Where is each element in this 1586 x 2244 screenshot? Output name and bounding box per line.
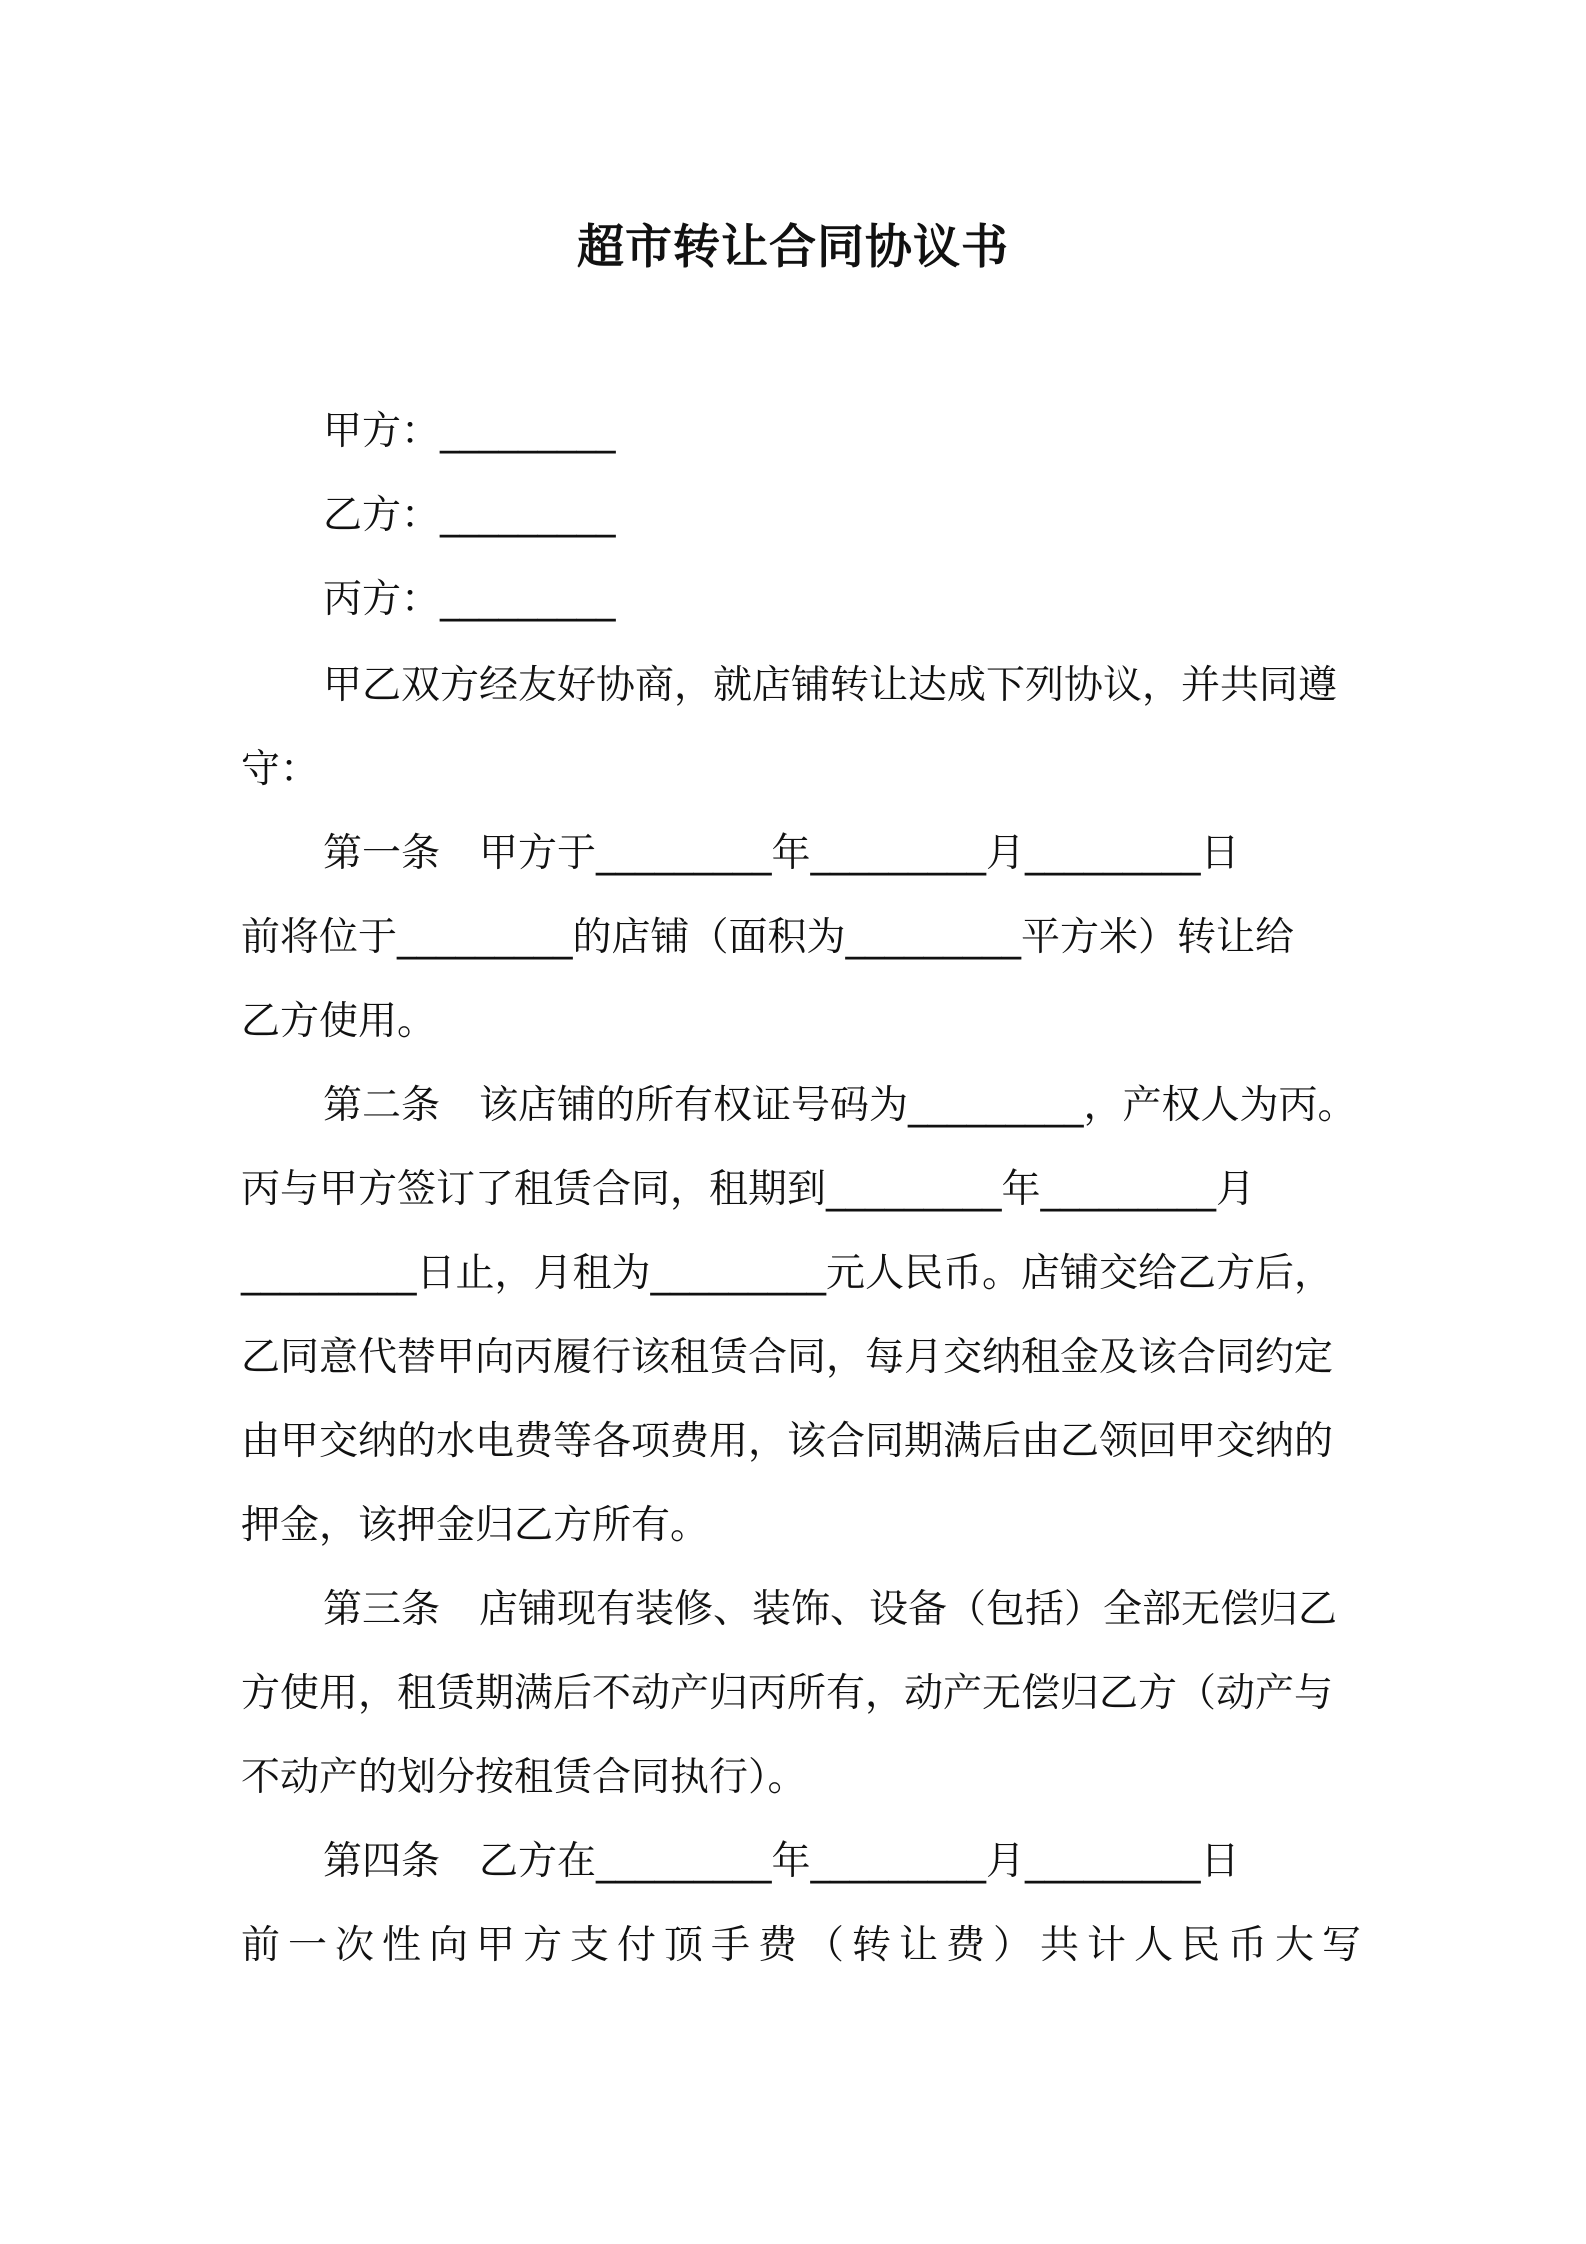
article-3-line: 第三条 店铺现有装修、装饰、设备（包括）全部无偿归乙	[323, 1587, 1338, 1632]
article-2-line: 第二条 该店铺的所有权证号码为_________，产权人为丙。	[323, 1083, 1357, 1128]
article-4-line: 前一次性向甲方支付顶手费（转让费）共计人民币大写	[241, 1923, 1370, 1968]
article-3-line: 方使用，租赁期满后不动产归丙所有，动产无偿归乙方（动产与	[241, 1671, 1334, 1716]
article-2-line: 乙同意代替甲向丙履行该租赁合同，每月交纳租金及该合同约定	[241, 1335, 1334, 1380]
article-1-line: 第一条 甲方于_________年_________月_________日	[323, 831, 1240, 876]
article-2-line: 由甲交纳的水电费等各项费用，该合同期满后由乙领回甲交纳的	[241, 1419, 1334, 1464]
party-b-line: 乙方：_________	[323, 493, 616, 538]
article-2-line: 丙与甲方签订了租赁合同，租期到_________年_________月	[241, 1167, 1256, 1212]
party-a-line: 甲方：_________	[323, 409, 616, 454]
intro-line: 甲乙双方经友好协商，就店铺转让达成下列协议，并共同遵	[323, 663, 1338, 708]
party-c-line: 丙方：_________	[323, 577, 616, 622]
article-1-line: 前将位于_________的店铺（面积为_________平方米）转让给	[241, 915, 1295, 960]
intro-line-end: 守：	[241, 747, 320, 792]
article-2-line: _________日止，月租为_________元人民币。店铺交给乙方后，	[241, 1251, 1334, 1296]
document-title: 超市转让合同协议书	[577, 220, 1009, 275]
article-3-line: 不动产的划分按租赁合同执行）。	[241, 1755, 807, 1800]
article-4-line: 第四条 乙方在_________年_________月_________日	[323, 1839, 1240, 1884]
article-1-line: 乙方使用。	[241, 999, 437, 1044]
article-2-line: 押金，该押金归乙方所有。	[241, 1503, 710, 1548]
